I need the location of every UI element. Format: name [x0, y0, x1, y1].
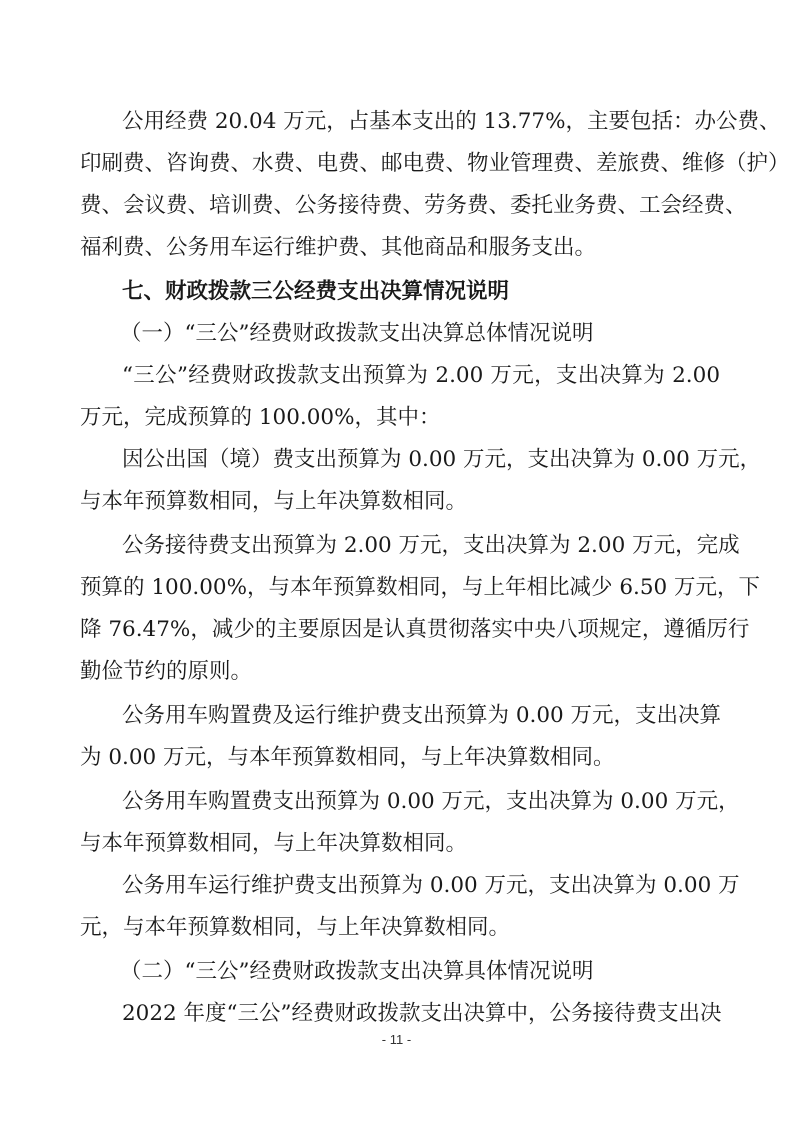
paragraph-abroad-line-1: 因公出国（境）费支出预算为 0.00 万元，支出决算为 0.00 万元， — [122, 447, 762, 472]
paragraph-reception-line-4: 勤俭节约的原则。 — [80, 659, 253, 684]
subheading-two: （二）“三公”经费财政拨款支出决算具体情况说明 — [120, 959, 594, 984]
paragraph-abroad-line-2: 与本年预算数相同，与上年决算数相同。 — [80, 489, 468, 514]
paragraph-public-expense-line-2: 印刷费、咨询费、水费、电费、邮电费、物业管理费、差旅费、维修（护） — [80, 151, 790, 176]
paragraph-vehicle-purchase-line-2: 与本年预算数相同，与上年决算数相同。 — [80, 831, 468, 856]
paragraph-details-line-1: 2022 年度“三公”经费财政拨款支出决算中，公务接待费支出决 — [122, 1001, 722, 1026]
paragraph-vehicle-maintenance-line-1: 公务用车运行维护费支出预算为 0.00 万元，支出决算为 0.00 万 — [122, 873, 740, 898]
paragraph-reception-line-1: 公务接待费支出预算为 2.00 万元，支出决算为 2.00 万元，完成 — [122, 533, 740, 558]
paragraph-vehicle-purchase-line-1: 公务用车购置费支出预算为 0.00 万元，支出决算为 0.00 万元， — [122, 789, 740, 814]
page-number: - 11 - — [381, 1032, 412, 1047]
paragraph-reception-line-3: 降 76.47%，减少的主要原因是认真贯彻落实中央八项规定，遵循厉行 — [80, 617, 750, 642]
subheading-one: （一）“三公”经费财政拨款支出决算总体情况说明 — [120, 321, 594, 346]
paragraph-public-expense-line-4: 福利费、公务用车运行维护费、其他商品和服务支出。 — [80, 235, 597, 260]
paragraph-reception-line-2: 预算的 100.00%，与本年预算数相同，与上年相比减少 6.50 万元，下 — [80, 575, 761, 600]
paragraph-vehicle-maintenance-line-2: 元，与本年预算数相同，与上年决算数相同。 — [80, 915, 511, 940]
paragraph-total-line-1: “三公”经费财政拨款支出预算为 2.00 万元，支出决算为 2.00 — [122, 363, 720, 388]
paragraph-total-line-2: 万元，完成预算的 100.00%，其中： — [80, 405, 441, 430]
paragraph-vehicle-total-line-1: 公务用车购置费及运行维护费支出预算为 0.00 万元，支出决算 — [122, 703, 722, 728]
paragraph-public-expense-line-3: 费、会议费、培训费、公务接待费、劳务费、委托业务费、工会经费、 — [80, 193, 747, 218]
paragraph-vehicle-total-line-2: 为 0.00 万元，与本年预算数相同，与上年决算数相同。 — [80, 745, 615, 770]
section-heading-seven: 七、财政拨款三公经费支出决算情况说明 — [122, 279, 510, 304]
paragraph-public-expense-line-1: 公用经费 20.04 万元，占基本支出的 13.77%，主要包括：办公费、 — [122, 109, 781, 134]
